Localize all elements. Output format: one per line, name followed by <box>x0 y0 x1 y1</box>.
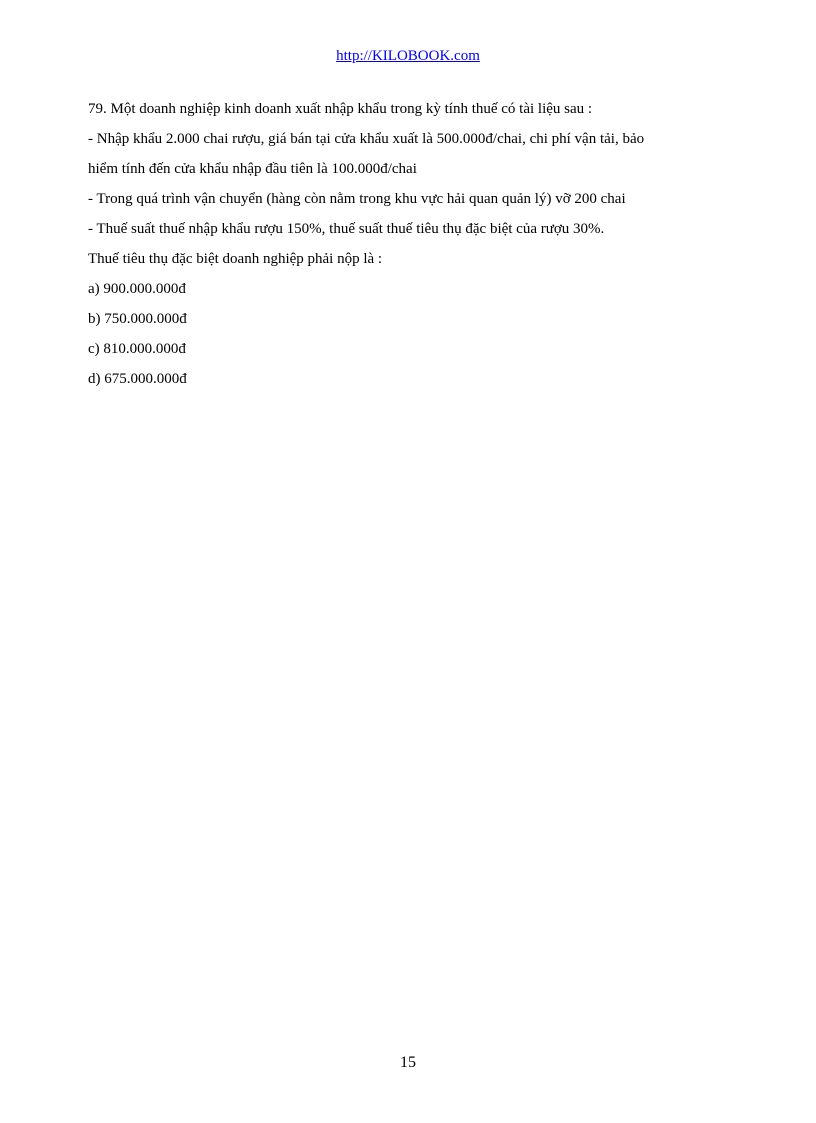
question-line: hiểm tính đến cửa khẩu nhập đầu tiên là 100.000đ/chai <box>88 161 417 177</box>
question-line: - Thuế suất thuế nhập khẩu rượu 150%, thuế suất thuế tiêu thụ đặc biệt của rượu 30%. <box>88 221 605 237</box>
answer-option-b: b) 750.000.000đ <box>88 311 187 327</box>
answer-option-d: d) 675.000.000đ <box>88 371 187 387</box>
question-line: - Nhập khẩu 2.000 chai rượu, giá bán tại cửa khẩu xuất là 500.000đ/chai, chi phí vận tải, bảo <box>88 131 645 147</box>
page-number: 15 <box>400 1054 416 1071</box>
answer-option-a: a) 900.000.000đ <box>88 281 186 297</box>
answer-option-c: c) 810.000.000đ <box>88 341 186 357</box>
question-prompt: Thuế tiêu thụ đặc biệt doanh nghiệp phải nộp là : <box>88 251 383 267</box>
header-link[interactable]: http://KILOBOOK.com <box>336 48 480 64</box>
question-block <box>88 94 728 394</box>
question-intro: 79. Một doanh nghiệp kinh doanh xuất nhập khẩu trong kỳ tính thuế có tài liệu sau : <box>88 101 593 117</box>
question-line: - Trong quá trình vận chuyển (hàng còn nằm trong khu vực hải quan quản lý) vỡ 200 chai <box>88 191 626 207</box>
